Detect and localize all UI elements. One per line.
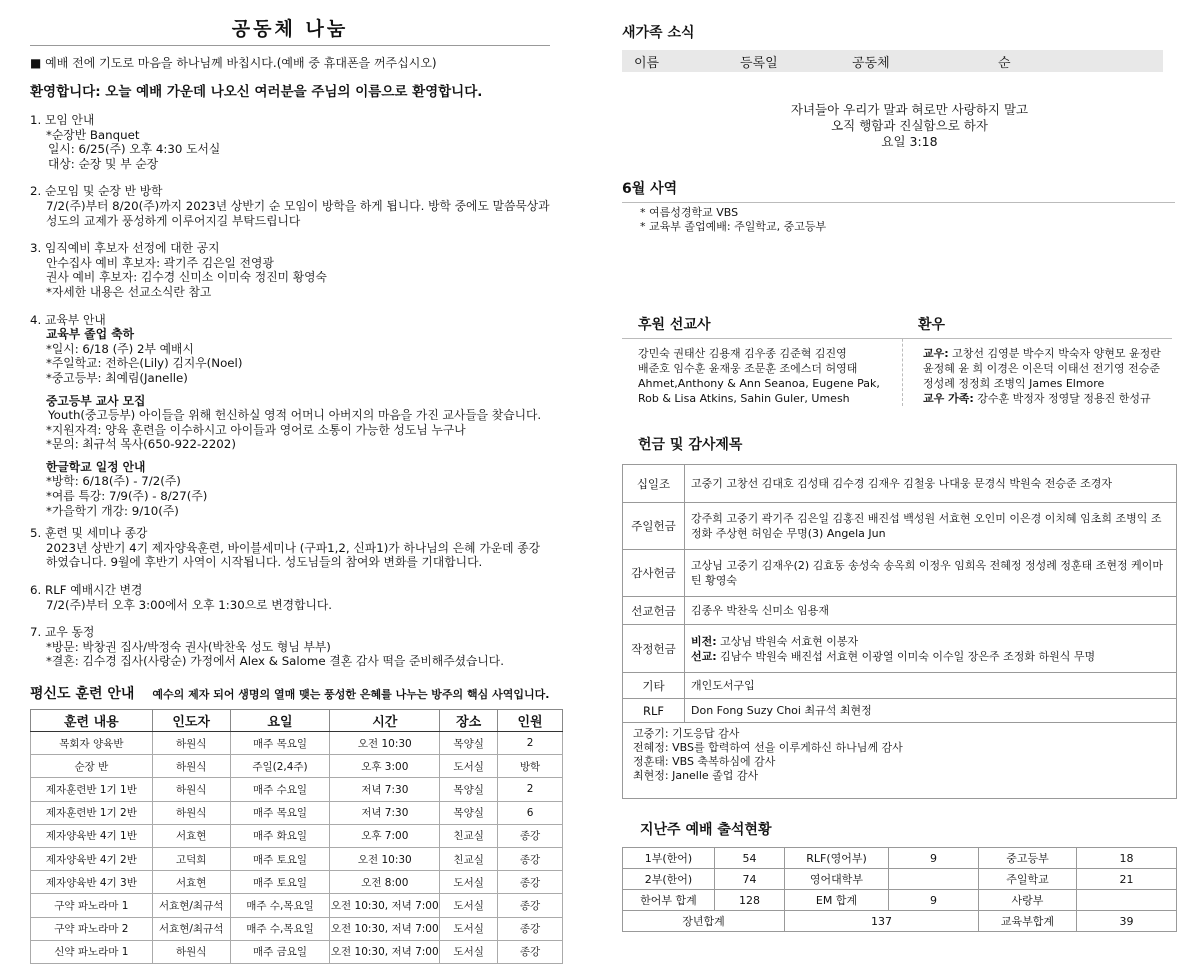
offering-title: 헌금 및 감사제목	[638, 437, 743, 453]
thanks-notes	[623, 723, 1177, 799]
table-cell: 9	[889, 890, 979, 911]
section-heading: 5. 훈련 및 세미나 종강	[30, 526, 148, 541]
table-cell: 구약 파노라마 2	[31, 917, 153, 940]
page-title: 공동체 나눔	[30, 14, 550, 46]
table-cell: 매주 화요일	[230, 824, 330, 847]
patient-line: 교우 가족: 강수훈 박정자 정영달 정용진 한성규	[923, 392, 1151, 405]
table-cell: 교육부합계	[979, 911, 1077, 932]
section-heading: 2. 순모임 및 순장 반 방학	[30, 184, 163, 199]
welcome-message: 환영합니다: 오늘 예배 가운데 나오신 여러분을 주님의 이름으로 환영합니다.	[30, 84, 483, 100]
patient-line: 정성례 정정희 조병익 James Elmore	[923, 377, 1105, 390]
table-cell: 서효현/최규석	[152, 917, 230, 940]
attendance-title: 지난주 예배 출석현황	[640, 822, 772, 838]
verse-reference: 요일 3:18	[881, 134, 938, 149]
new-family-header	[622, 50, 1163, 72]
section-line: 대상: 순장 및 부 순장	[48, 156, 159, 171]
training-table	[30, 709, 563, 964]
section-line: 7/2(주)부터 8/20(주)까지 2023년 상반기 순 모임이 방학을 하게 됩니다. 방학 중에도 말씀묵상과	[46, 198, 550, 213]
table-cell: 종강	[498, 824, 563, 847]
section-1	[30, 113, 563, 171]
offering-names: 비전: 고상님 박원숙 서효현 이봉자 선교: 김남수 박원숙 배진섭 서효현 이광열 이미숙 이수일 장은주 조정화 하원식 무명	[685, 625, 1177, 673]
section-heading: 1. 모임 안내	[30, 113, 95, 127]
offering-names: Don Fong Suzy Choi 최규석 최현정	[685, 699, 1177, 723]
section-line: 하였습니다. 9월에 후반기 사역이 시작됩니다. 성도님들의 참여와 변화를 기대합니다.	[46, 555, 483, 570]
table-cell: 9	[889, 848, 979, 869]
table-cell: 매주 수요일	[230, 778, 330, 801]
attendance-table-body	[623, 848, 1177, 932]
table-cell: RLF(영어부)	[785, 848, 889, 869]
section-3	[30, 241, 563, 299]
table-cell: 종강	[498, 894, 563, 917]
table-cell: 순장 반	[31, 755, 153, 778]
table-cell: 하원식	[152, 755, 230, 778]
table-cell: 하원식	[152, 801, 230, 824]
table-cell: 구약 파노라마 1	[31, 894, 153, 917]
table-row	[31, 732, 563, 755]
patient-title: 환우	[902, 314, 1172, 339]
table-cell: 제자훈련반 1기 2반	[31, 801, 153, 824]
table-cell: 중고등부	[979, 848, 1077, 869]
table-cell: 오전 10:30, 저녁 7:00	[330, 917, 440, 940]
section-line: 안수집사 예비 후보자: 곽기주 김은일 전영광	[46, 255, 274, 270]
table-cell: 친교실	[440, 824, 498, 847]
table-cell: 신약 파노라마 1	[31, 940, 153, 963]
section-line: *방문: 박창권 집사/박정숙 권사(박찬욱 성도 형님 부부)	[46, 639, 331, 654]
section-heading: 7. 교우 동정	[30, 625, 95, 640]
table-cell: 도서실	[440, 871, 498, 894]
table-cell: 오후 7:00	[330, 824, 440, 847]
table-cell: 저녁 7:30	[330, 778, 440, 801]
table-cell: 2	[498, 732, 563, 755]
table-cell: 2부(한어)	[623, 869, 715, 890]
col-header: 인도자	[152, 710, 230, 732]
table-cell: 매주 토요일	[230, 871, 330, 894]
thanks-line: 정훈태: VBS 축복하심에 감사	[633, 755, 776, 768]
section-line: *일시: 6/18 (주) 2부 예배시	[46, 341, 194, 356]
section-heading: 6. RLF 예배시간 변경	[30, 583, 143, 598]
col-header: 이름	[634, 55, 660, 71]
table-cell: 종강	[498, 940, 563, 963]
table-row	[623, 673, 1177, 699]
col-header: 훈련 내용	[31, 710, 153, 732]
verse-line: 자녀들아 우리가 말과 혀로만 사랑하지 말고	[790, 102, 1029, 117]
total-row	[623, 911, 1177, 932]
section-heading: 4. 교육부 안내	[30, 312, 106, 327]
right-column	[622, 14, 1177, 932]
june-ministry-title: 6월 사역	[622, 178, 1175, 203]
offering-label: 기타	[623, 673, 685, 699]
offering-label: 십일조	[623, 465, 685, 503]
prayer-notice: ■ 예배 전에 기도로 마음을 하나님께 바칩시다.(예배 중 휴대폰을 꺼주십시오)	[30, 56, 437, 70]
teacher-recruit-title: 중고등부 교사 모집	[46, 393, 146, 408]
thanks-line: 최현정: Janelle 졸업 감사	[633, 769, 759, 782]
offering-label: 감사헌금	[623, 550, 685, 597]
table-row	[623, 848, 1177, 869]
col-header: 요일	[230, 710, 330, 732]
col-header: 시간	[330, 710, 440, 732]
table-row	[31, 917, 563, 940]
thanks-line: 고중기: 기도응답 감사	[633, 727, 740, 740]
section-line: *문의: 최규석 목사(650-922-2202)	[46, 437, 236, 452]
table-cell: 목회자 양육반	[31, 732, 153, 755]
table-cell: 128	[715, 890, 785, 911]
section-line: *중고등부: 최예림(Janelle)	[46, 370, 188, 385]
table-header-row	[31, 710, 563, 732]
training-subtitle: 예수의 제자 되어 생명의 열매 맺는 풍성한 은혜를 나누는 방주의 핵심 사역입니다.	[152, 688, 550, 701]
offering-names: 강주희 고중기 곽기주 김은일 김홍진 배진섭 백성원 서효현 오인미 이은경 이치혜 임초희 조병익 조정화 주상현 허임순 무명(3) Angela Jun	[685, 503, 1177, 550]
offering-label: 작정헌금	[623, 625, 685, 673]
offering-names: 고중기 고창선 김대호 김성태 김수경 김재우 김철웅 나대웅 문경식 박원숙 전승준 조경자	[685, 465, 1177, 503]
list-item: * 교육부 졸업예배: 주일학교, 중고등부	[640, 220, 827, 233]
offering-label: RLF	[623, 699, 685, 723]
section-heading: 3. 임직예비 후보자 선정에 대한 공지	[30, 241, 220, 256]
offering-label: 선교헌금	[623, 597, 685, 625]
table-cell: 고덕희	[152, 847, 230, 870]
section-2	[30, 184, 563, 228]
table-row	[31, 940, 563, 963]
table-cell: 제자양육반 4기 1반	[31, 824, 153, 847]
table-cell: 매주 목요일	[230, 801, 330, 824]
missionary-line: 강민숙 권태산 김용재 김우종 김준혁 김진영	[638, 347, 847, 360]
table-cell: 매주 수,목요일	[230, 894, 330, 917]
attendance-table	[622, 847, 1177, 932]
table-row	[623, 550, 1177, 597]
table-cell: 2	[498, 778, 563, 801]
table-cell: 21	[1077, 869, 1177, 890]
table-cell: 한어부 합계	[623, 890, 715, 911]
table-row	[31, 894, 563, 917]
table-cell: 종강	[498, 847, 563, 870]
list-item: * 여름성경학교 VBS	[640, 206, 739, 219]
table-row	[623, 503, 1177, 550]
table-cell: 매주 금요일	[230, 940, 330, 963]
table-cell: 도서실	[440, 917, 498, 940]
table-cell: 오전 10:30	[330, 732, 440, 755]
table-row	[31, 755, 563, 778]
table-cell: 하원식	[152, 732, 230, 755]
graduation-title: 교육부 졸업 축하	[46, 327, 134, 342]
table-cell: 1부(한어)	[623, 848, 715, 869]
col-header: 장소	[440, 710, 498, 732]
col-header: 순	[998, 55, 1011, 71]
table-cell: 서효현	[152, 871, 230, 894]
section-line: 7/2(주)부터 오후 3:00에서 오후 1:30으로 변경합니다.	[46, 597, 333, 612]
table-cell: 장년합계	[623, 911, 785, 932]
table-row	[623, 465, 1177, 503]
table-row	[31, 801, 563, 824]
table-row	[623, 869, 1177, 890]
table-cell: 도서실	[440, 755, 498, 778]
verse-line: 오직 행함과 진실함으로 하자	[831, 118, 988, 133]
section-line: *순장반 Banquet	[46, 127, 140, 142]
section-line: 2023년 상반기 4기 제자양육훈련, 바이블세미나 (구파1,2, 신파1)가 하나님의 은혜 가운데 종강	[46, 540, 541, 555]
table-cell: 도서실	[440, 940, 498, 963]
table-cell: 영어대학부	[785, 869, 889, 890]
section-line: Youth(중고등부) 아이들을 위해 헌신하실 영적 어머니 아버지의 마음을 가진 교사들을 찾습니다.	[48, 408, 542, 423]
col-header: 인원	[498, 710, 563, 732]
missionary-line: Rob & Lisa Atkins, Sahin Guler, Umesh	[638, 392, 850, 405]
training-table-body	[31, 732, 563, 964]
table-cell: 오전 10:30, 저녁 7:00	[330, 940, 440, 963]
section-line: *주일학교: 전하은(Lily) 김지우(Noel)	[46, 356, 243, 371]
table-cell: 목양실	[440, 801, 498, 824]
table-row	[623, 890, 1177, 911]
missionary-line: 배준호 임수훈 윤재웅 조문훈 조에스더 허영태	[638, 362, 858, 375]
col-header: 공동체	[852, 55, 890, 71]
section-7	[30, 625, 563, 669]
table-row	[31, 824, 563, 847]
table-cell: 목양실	[440, 732, 498, 755]
table-row	[623, 723, 1177, 799]
table-cell: 사랑부	[979, 890, 1077, 911]
table-cell: 저녁 7:30	[330, 801, 440, 824]
table-cell: 매주 목요일	[230, 732, 330, 755]
patient-block	[902, 314, 1172, 406]
offering-label: 주일헌금	[623, 503, 685, 550]
table-cell: 오전 10:30, 저녁 7:00	[330, 894, 440, 917]
section-line: *결혼: 김수경 집사(사랑순) 가정에서 Alex & Salome 결혼 감사 떡을 준비해주셨습니다.	[46, 654, 504, 669]
table-cell: 74	[715, 869, 785, 890]
table-cell: 54	[715, 848, 785, 869]
table-cell: 방학	[498, 755, 563, 778]
section-6	[30, 583, 563, 612]
left-column	[30, 14, 563, 964]
table-row	[31, 778, 563, 801]
offering-names: 고상님 고중기 김재우(2) 김효동 송성숙 송옥희 이정우 임희옥 전혜정 정성례 정훈태 조현정 케이마틴 황영숙	[685, 550, 1177, 597]
table-cell: 주일학교	[979, 869, 1077, 890]
table-cell: 제자훈련반 1기 1반	[31, 778, 153, 801]
table-cell: 오전 10:30	[330, 847, 440, 870]
table-cell: 6	[498, 801, 563, 824]
section-line: 권사 예비 후보자: 김수경 신미소 이미숙 정진미 황영숙	[46, 270, 327, 285]
table-cell	[1077, 890, 1177, 911]
table-cell: 137	[785, 911, 979, 932]
table-cell: 제자양육반 4기 3반	[31, 871, 153, 894]
table-row	[623, 625, 1177, 673]
hangul-school-title: 한글학교 일정 안내	[46, 459, 146, 474]
table-cell: 39	[1077, 911, 1177, 932]
section-5	[30, 526, 563, 570]
table-cell: 하원식	[152, 778, 230, 801]
table-cell: 서효현	[152, 824, 230, 847]
table-cell: 18	[1077, 848, 1177, 869]
missionary-line: Ahmet,Anthony & Ann Seanoa, Eugene Pak,	[638, 377, 880, 390]
offering-table	[622, 464, 1177, 799]
section-4	[30, 313, 563, 519]
table-row	[31, 871, 563, 894]
table-cell: 종강	[498, 917, 563, 940]
section-line: *자세한 내용은 선교소식란 참고	[46, 284, 212, 299]
table-cell	[889, 869, 979, 890]
table-cell: 제자양육반 4기 2반	[31, 847, 153, 870]
col-header: 등록일	[740, 55, 778, 71]
table-cell: 오전 8:00	[330, 871, 440, 894]
training-header	[30, 683, 563, 703]
table-cell: 종강	[498, 871, 563, 894]
table-row	[623, 597, 1177, 625]
offering-names: 김종우 박찬욱 신미소 임용재	[685, 597, 1177, 625]
table-row	[31, 847, 563, 870]
table-cell: 매주 수,목요일	[230, 917, 330, 940]
section-line: 일시: 6/25(주) 오후 4:30 도서실	[48, 142, 221, 157]
missionary-patient-section	[622, 314, 1177, 406]
table-cell: 주일(2,4주)	[230, 755, 330, 778]
offering-names: 개인도서구입	[685, 673, 1177, 699]
table-cell: 오후 3:00	[330, 755, 440, 778]
missionary-title: 후원 선교사	[622, 314, 902, 339]
table-cell: 서효현/최규석	[152, 894, 230, 917]
table-cell: EM 합계	[785, 890, 889, 911]
section-line: *여름 특강: 7/9(주) - 8/27(주)	[46, 489, 208, 504]
patient-line: 교우: 고창선 김영분 박수지 박숙자 양현모 윤정란	[923, 347, 1161, 360]
thanks-line: 전혜정: VBS를 합력하여 선을 이루게하신 하나님께 감사	[633, 741, 903, 754]
section-line: *가을학기 개강: 9/10(주)	[46, 503, 179, 518]
section-line: 성도의 교제가 풍성하게 이루어지길 부탁드립니다	[46, 213, 301, 228]
new-family-title: 새가족 소식	[622, 25, 695, 41]
table-cell: 매주 토요일	[230, 847, 330, 870]
patient-line: 윤정혜 윤 희 이경은 이은덕 이태선 전기영 전승준	[923, 362, 1160, 375]
section-line: *방학: 6/18(주) - 7/2(주)	[46, 474, 181, 489]
table-cell: 목양실	[440, 778, 498, 801]
table-cell: 하원식	[152, 940, 230, 963]
table-row	[623, 699, 1177, 723]
june-ministry	[622, 178, 1177, 234]
missionary-block	[622, 314, 902, 406]
table-cell: 도서실	[440, 894, 498, 917]
section-line: *지원자격: 양육 훈련을 이수하시고 아이들과 영어로 소통이 가능한 성도님 누구나	[46, 422, 466, 437]
table-cell: 친교실	[440, 847, 498, 870]
bible-verse	[622, 102, 1177, 150]
training-title: 평신도 훈련 안내	[30, 686, 135, 702]
